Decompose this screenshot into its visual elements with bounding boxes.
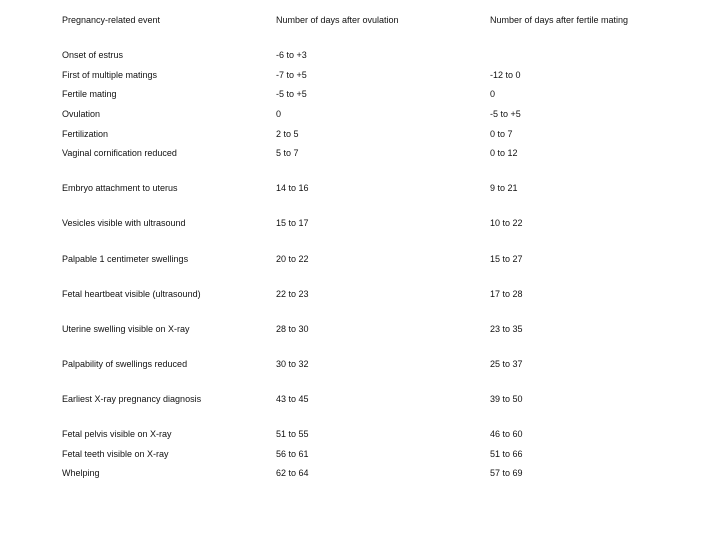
table-cell-mating: 9 to 21 xyxy=(490,183,518,193)
table-cell-event: Palpable 1 centimeter swellings xyxy=(62,254,189,264)
table-cell-event: Earliest X-ray pregnancy diagnosis xyxy=(62,394,202,404)
table-cell-event: Palpability of swellings reduced xyxy=(62,359,188,369)
table-cell-ovulation: -7 to +5 xyxy=(276,70,307,80)
table-cell-mating: 15 to 27 xyxy=(490,254,523,264)
table-cell-ovulation: 28 to 30 xyxy=(276,324,309,334)
table-cell-event: Fetal teeth visible on X-ray xyxy=(62,449,169,459)
header-event: Pregnancy-related event xyxy=(62,15,161,25)
table-cell-ovulation: 0 xyxy=(276,109,282,119)
table-cell-event: Fetal heartbeat visible (ultrasound) xyxy=(62,289,201,299)
table-cell-mating: 0 to 7 xyxy=(490,129,513,139)
table-cell-event: Onset of estrus xyxy=(62,50,124,60)
table-cell-mating: 0 xyxy=(490,89,496,99)
table-cell-ovulation: 56 to 61 xyxy=(276,449,309,459)
table-cell-event: Fetal pelvis visible on X-ray xyxy=(62,429,172,439)
table-cell-event: Fertilization xyxy=(62,129,109,139)
table-cell-event: Fertile mating xyxy=(62,89,117,99)
table-cell-mating: 25 to 37 xyxy=(490,359,523,369)
table-cell-mating: 17 to 28 xyxy=(490,289,523,299)
table-cell-mating: 46 to 60 xyxy=(490,429,523,439)
table-cell-ovulation: 43 to 45 xyxy=(276,394,309,404)
table-cell-ovulation: 2 to 5 xyxy=(276,129,299,139)
table-cell-event: Embryo attachment to uterus xyxy=(62,183,178,193)
table-cell-ovulation: 14 to 16 xyxy=(276,183,309,193)
table-cell-mating: 10 to 22 xyxy=(490,218,523,228)
table-cell-ovulation: 20 to 22 xyxy=(276,254,309,264)
table-cell-mating: 0 to 12 xyxy=(490,148,518,158)
table-cell-ovulation: 62 to 64 xyxy=(276,468,309,478)
table-cell-ovulation: 22 to 23 xyxy=(276,289,309,299)
header-days-after-ovulation: Number of days after ovulation xyxy=(276,15,399,25)
table-cell-mating: 51 to 66 xyxy=(490,449,523,459)
table-cell-mating: 39 to 50 xyxy=(490,394,523,404)
table-cell-event: Vesicles visible with ultrasound xyxy=(62,218,186,228)
header-days-after-fertile-mating: Number of days after fertile mating xyxy=(490,15,629,25)
table-cell-event: First of multiple matings xyxy=(62,70,158,80)
table-cell-ovulation: 51 to 55 xyxy=(276,429,309,439)
table-cell-mating: 57 to 69 xyxy=(490,468,523,478)
table-cell-event: Vaginal cornification reduced xyxy=(62,148,177,158)
table-cell-mating: -5 to +5 xyxy=(490,109,521,119)
table-cell-ovulation: -6 to +3 xyxy=(276,50,307,60)
table-cell-ovulation: -5 to +5 xyxy=(276,89,307,99)
table-cell-ovulation: 30 to 32 xyxy=(276,359,309,369)
table-cell-mating: -12 to 0 xyxy=(490,70,521,80)
table-cell-ovulation: 5 to 7 xyxy=(276,148,299,158)
table-cell-event: Ovulation xyxy=(62,109,101,119)
table-cell-event: Uterine swelling visible on X-ray xyxy=(62,324,190,334)
table-cell-ovulation: 15 to 17 xyxy=(276,218,309,228)
table-cell-event: Whelping xyxy=(62,468,100,478)
table-cell-mating: 23 to 35 xyxy=(490,324,523,334)
